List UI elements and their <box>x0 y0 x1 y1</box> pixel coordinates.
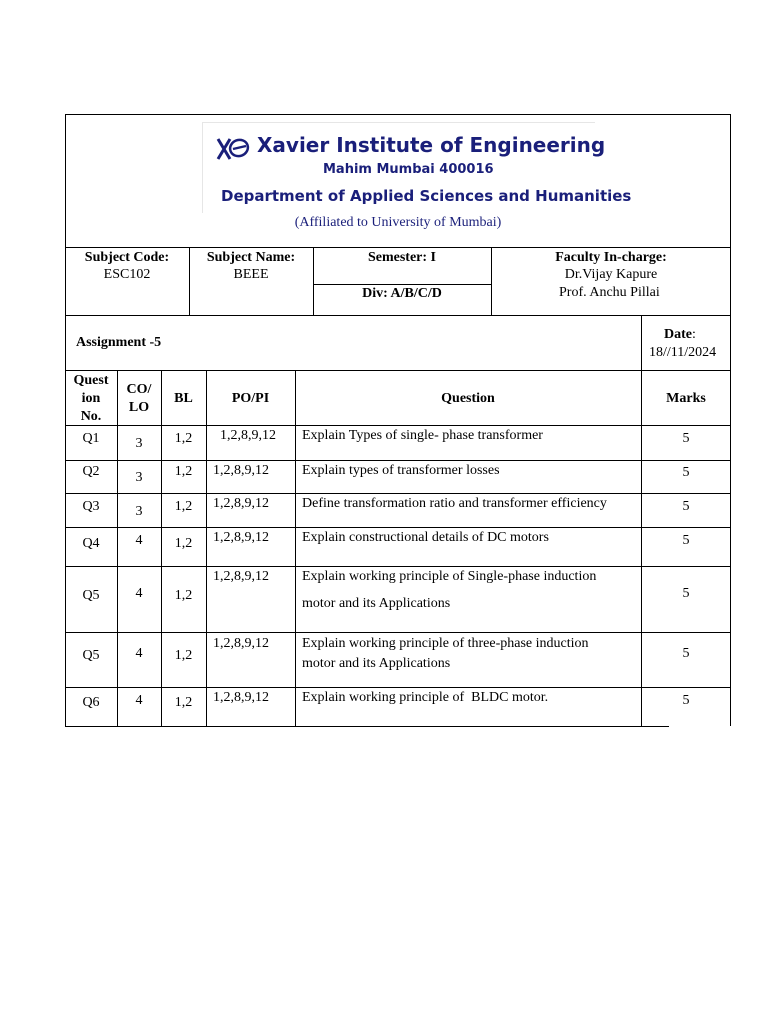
row-7-question: Explain working principle of BLDC motor. <box>302 690 549 705</box>
row-4-marks: 5 <box>682 533 690 548</box>
row-2-marks: 5 <box>682 465 690 480</box>
date-colon: : <box>692 327 696 342</box>
row-2-bl: 1,2 <box>174 464 193 479</box>
row-1-qno: Q1 <box>82 431 100 446</box>
rule-row-1 <box>65 460 731 461</box>
row-6-marks: 5 <box>682 646 690 661</box>
header-question-no-2: ion <box>81 391 101 406</box>
rule-table-col-3 <box>206 370 207 726</box>
row-6-qno: Q5 <box>82 648 100 663</box>
row-5-qno: Q5 <box>82 588 100 603</box>
institute-address: Mahim Mumbai 400016 <box>323 162 494 177</box>
rule-row-6 <box>65 687 731 688</box>
rule-row-4 <box>65 566 731 567</box>
subject-name-value: BEEE <box>233 267 269 282</box>
row-6-bl: 1,2 <box>174 648 193 663</box>
row-2-question: Explain types of transformer losses <box>302 463 500 478</box>
row-3-marks: 5 <box>682 499 690 514</box>
header-question: Question <box>441 391 495 406</box>
date-value: 18//11/2024 <box>649 345 717 360</box>
assignment-title: Assignment -5 <box>76 335 162 350</box>
rule-info-bottom <box>65 315 731 316</box>
department-name: Department of Applied Sciences and Humanities <box>221 187 632 205</box>
subject-code-value: ESC102 <box>103 267 151 282</box>
faculty-label: Faculty In-charge: <box>555 250 667 265</box>
row-1-question: Explain Types of single- phase transformer <box>302 428 543 443</box>
row-3-po-pi: 1,2,8,9,12 <box>213 496 269 511</box>
row-6-question-line-2: motor and its Applications <box>302 656 451 671</box>
row-7-po-pi: 1,2,8,9,12 <box>213 690 269 705</box>
row-2-qno: Q2 <box>82 464 100 479</box>
row-5-marks: 5 <box>682 586 690 601</box>
row-5-question-line-1: Explain working principle of Single-phase induction <box>302 569 597 584</box>
row-5-question-line-2: motor and its Applications <box>302 596 451 611</box>
faculty-name-1: Dr.Vijay Kapure <box>564 267 658 282</box>
affiliation-note: (Affiliated to University of Mumbai) <box>294 215 502 230</box>
row-4-co: 4 <box>135 533 143 548</box>
header-co-lo-1: CO/ <box>126 382 152 397</box>
header-po-pi: PO/PI <box>231 391 270 406</box>
row-6-po-pi: 1,2,8,9,12 <box>213 636 269 651</box>
date-label-line <box>664 326 696 344</box>
row-1-marks: 5 <box>682 431 690 446</box>
header-co-lo-2: LO <box>128 400 150 415</box>
rule-row-3 <box>65 527 731 528</box>
rule-row-2 <box>65 493 731 494</box>
row-2-co: 3 <box>135 470 143 485</box>
semester-label: Semester: I <box>367 250 437 265</box>
row-4-qno: Q4 <box>82 536 100 551</box>
row-4-po-pi: 1,2,8,9,12 <box>213 530 269 545</box>
header-marks: Marks <box>666 391 706 406</box>
row-6-co: 4 <box>135 646 143 661</box>
rule-assignment-bottom <box>65 370 731 371</box>
rule-table-bottom <box>65 726 669 727</box>
rule-table-col-4 <box>295 370 296 726</box>
row-6-question-line-1: Explain working principle of three-phase induction <box>302 636 589 651</box>
row-7-marks: 5 <box>682 693 690 708</box>
rule-date-col <box>641 315 642 726</box>
header-question-no-1: Quest <box>73 373 109 388</box>
rule-table-header-bottom <box>65 425 731 426</box>
row-3-qno: Q3 <box>82 499 100 514</box>
row-4-bl: 1,2 <box>174 536 193 551</box>
row-7-co: 4 <box>135 693 143 708</box>
row-3-co: 3 <box>135 504 143 519</box>
division-label: Div: A/B/C/D <box>362 286 442 301</box>
faculty-name-2: Prof. Anchu Pillai <box>559 285 660 300</box>
row-5-co: 4 <box>135 586 143 601</box>
row-2-po-pi: 1,2,8,9,12 <box>213 463 269 478</box>
xie-logo-icon <box>215 135 251 163</box>
row-5-bl: 1,2 <box>174 588 193 603</box>
subject-name-label: Subject Name: <box>206 250 296 265</box>
header-bl: BL <box>174 391 193 406</box>
subject-code-label: Subject Code: <box>84 250 170 265</box>
row-1-po-pi: 1,2,8,9,12 <box>220 428 276 443</box>
row-1-bl: 1,2 <box>174 431 193 446</box>
row-3-bl: 1,2 <box>174 499 193 514</box>
institute-name: Xavier Institute of Engineering <box>257 133 606 157</box>
date-label: Date <box>664 327 692 342</box>
row-7-bl: 1,2 <box>174 695 193 710</box>
row-5-po-pi: 1,2,8,9,12 <box>213 569 269 584</box>
row-7-qno: Q6 <box>82 695 100 710</box>
institute-logo-banner <box>202 122 632 213</box>
row-3-question: Define transformation ratio and transformer efficiency <box>302 496 607 511</box>
rule-row-5 <box>65 632 731 633</box>
row-4-question: Explain constructional details of DC motors <box>302 530 549 545</box>
rule-header-bottom <box>65 247 731 248</box>
row-1-co: 3 <box>135 436 143 451</box>
header-question-no-3: No. <box>80 409 102 424</box>
